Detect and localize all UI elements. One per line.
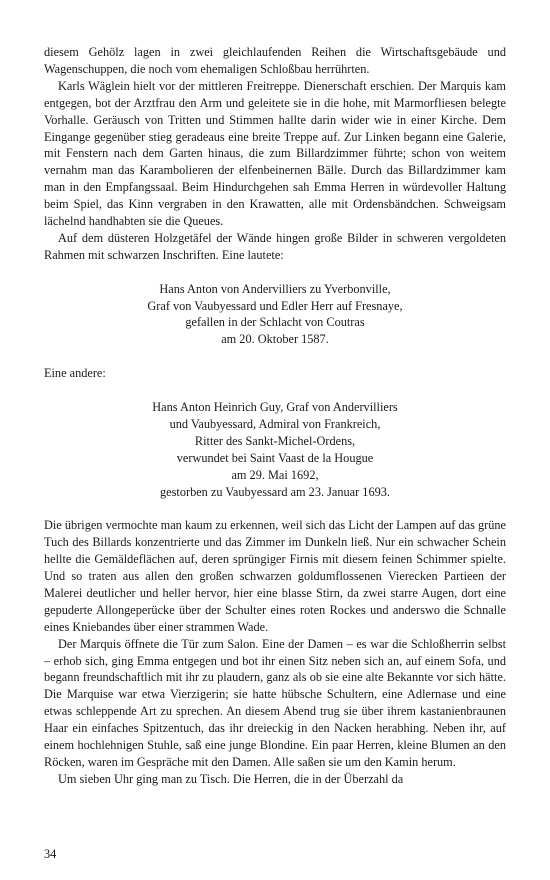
- inscription-line: Ritter des Sankt-Michel-Ordens,: [194, 433, 356, 448]
- spacer: [44, 382, 506, 399]
- paragraph: Karls Wäglein hielt vor der mittleren Freitreppe. Dienerschaft erschien. Der Marquis kam entgegen, bot der Arztfrau den Arm und geleitete sie in die hohe, mit Marmorfliesen belegte Vorhalle. Geräusch von Tritten und Stimmen hallte darin wider wie in einer Kirche. Dem Eingange gegenüber stieg geradeaus eine breite Treppe auf. Zur Linken begann eine Galerie, mit Fenstern nach dem Garten hinaus, die zum Billardzimmer führte; schon von weitem vernahm man das Karambolieren der elfenbeinernen Bälle. Durch das Billardzimmer kam man in den Empfangssaal. Beim Hindurchgehen sah Emma Herren in würdevoller Haltung beim Spiel, das Kinn vergraben in den Krawatten, alle mit Ordensbändchen. Schweigsam lächelnd handhabten sie die Queues.: [44, 78, 506, 229]
- inscription-line: gestorben zu Vaubyessard am 23. Januar 1693.: [160, 484, 390, 499]
- paragraph: Der Marquis öffnete die Tür zum Salon. Eine der Damen – es war die Schloßherrin selbst – erhob sich, ging Emma entgegen und bot ihr einen Sitz neben sich an, auf einem Sofa, und begann freundschaftlich mit ihr zu plaudern, ganz als ob sie eine alte Bekannte vor sich hätte. Die Marquise war etwa Vierzigerin; sie hatte hübsche Schultern, eine Adlernase und eine etwas schleppende Art zu sprechen. An diesem Abend trug sie über ihrem kastanienbraunen Haar ein einfaches Spitzentuch, das ihr dreieckig in den Nacken herabhing. Neben ihr, auf einem hochlehnigen Stuhle, saß eine junge Blondine. Ein paar Herren, kleine Blumen an den Röcken, waren im Gespräche mit den Damen. Alle saßen sie um den Kamin herum.: [44, 636, 506, 769]
- inscription-line: und Vaubyessard, Admiral von Frankreich,: [169, 416, 381, 431]
- spacer: [44, 500, 506, 517]
- paragraph: Die übrigen vermochte man kaum zu erkennen, weil sich das Licht der Lampen auf das grüne Tuch des Billards konzentrierte und das Zimmer im Dunkeln ließ. Nur ein schwacher Schein hellte die Gemäldeflächen auf, deren sprüngiger Firnis mit diesem feinen Schimmer spielte. Und so traten aus allen den großen schwarzen goldumflossenen Vierecken Partieen der Malerei deutlicher und heller hervor, hier eine blasse Stirn, da zwei starre Augen, dort eine gepuderte Allongeperücke über der Schulter eines roten Rockes und anderswo die Schnalle eines Kniebandes über einer strammen Wade.: [44, 518, 506, 634]
- page-body: [44, 44, 506, 788]
- inscription-line: am 29. Mai 1692,: [231, 467, 319, 482]
- spacer: [44, 348, 506, 365]
- paragraph: Auf dem düsteren Holzgetäfel der Wände hingen große Bilder in schweren vergoldeten Rahmen mit schwarzen Inschriften. Eine lautete:: [44, 230, 506, 262]
- inscription-line: verwundet bei Saint Vaast de la Hougue: [176, 450, 374, 465]
- inscription-line: Graf von Vaubyessard und Edler Herr auf Fresnaye,: [147, 298, 403, 313]
- paragraph: Eine andere:: [44, 366, 106, 381]
- spacer: [44, 264, 506, 281]
- inscription-line: am 20. Oktober 1587.: [221, 332, 329, 347]
- inscription-line: Hans Anton von Andervilliers zu Yverbonville,: [159, 281, 391, 296]
- inscription-line: Hans Anton Heinrich Guy, Graf von Andervilliers: [152, 399, 398, 414]
- paragraph: Um sieben Uhr ging man zu Tisch. Die Herren, die in der Überzahl da: [58, 771, 404, 786]
- inscription-block: [44, 399, 506, 500]
- page-number: 34: [44, 847, 57, 861]
- inscription-block: [44, 281, 506, 349]
- inscription-line: gefallen in der Schlacht von Coutras: [185, 315, 365, 330]
- paragraph: diesem Gehölz lagen in zwei gleichlaufenden Reihen die Wirtschaftsgebäude und Wagenschuppen, die noch vom ehemaligen Schloßbau herrührten.: [44, 45, 506, 76]
